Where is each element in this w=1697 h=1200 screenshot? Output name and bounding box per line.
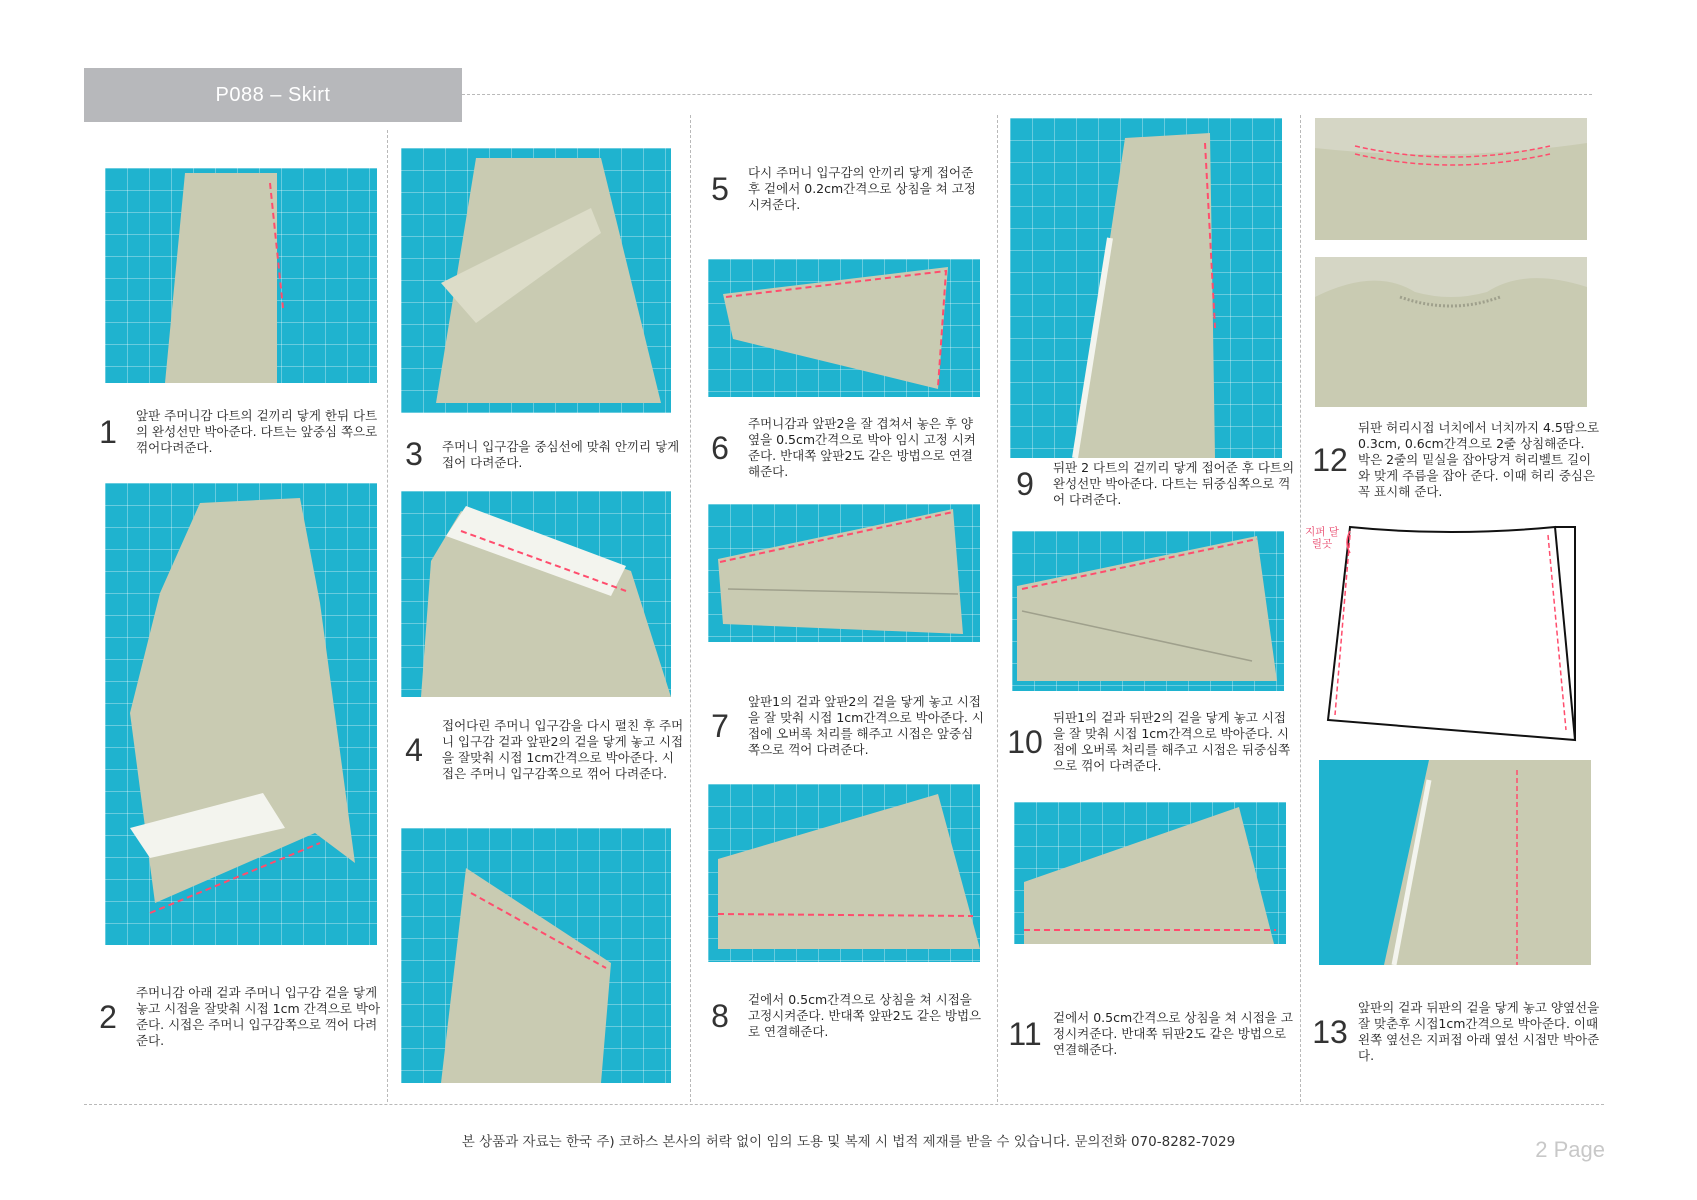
step-number: 4 xyxy=(405,731,423,768)
step-13-photo xyxy=(1319,760,1591,965)
step-11-photo xyxy=(1014,802,1286,944)
step-number: 8 xyxy=(711,997,729,1034)
step-number: 5 xyxy=(711,170,729,207)
step-text: 뒤판 허리시접 너치에서 너치까지 4.5땀으로 0.3cm, 0.6cm간격으로 2줄 상침해준다. 박은 2줄의 밑실을 잡아당겨 허리벨트 길이와 맞게 주름을 잡아 준다. 이때 허리 중심은 꼭 표시해 준다. xyxy=(1358,420,1600,499)
step-number: 6 xyxy=(711,429,729,466)
step-text: 앞판 주머니감 다트의 겉끼리 닿게 한뒤 다트의 완성선만 박아준다. 다트는 앞중심 쪽으로 꺾어다려준다. xyxy=(136,408,378,455)
zipper-label: 지퍼 달릴곳 xyxy=(1305,526,1339,550)
step-4-photo xyxy=(401,491,671,697)
step-7-photo xyxy=(708,504,980,642)
step-3-photo xyxy=(401,148,671,413)
step-number: 2 xyxy=(99,998,117,1035)
skirt-diagram xyxy=(1320,525,1595,755)
step-5-photo xyxy=(401,828,671,1083)
step-10 xyxy=(1005,710,1295,774)
step-text: 주머니 입구감을 중심선에 맞춰 안끼리 닿게 접어 다려준다. xyxy=(442,438,680,470)
step-10-photo xyxy=(1012,531,1284,691)
step-5 xyxy=(700,165,985,213)
step-number: 1 xyxy=(99,413,117,450)
step-number: 12 xyxy=(1312,441,1348,478)
column-divider xyxy=(1300,115,1301,1102)
step-number: 11 xyxy=(1008,1015,1042,1052)
step-12 xyxy=(1310,420,1600,500)
column-divider xyxy=(997,115,998,1102)
step-text: 주머니감과 앞판2을 잘 겹쳐서 놓은 후 양 옆을 0.5cm간격으로 박아 임시 고정 시켜준다. 반대쪽 앞판2도 같은 방법으로 연결해준다. xyxy=(748,416,976,479)
footer-divider xyxy=(84,1104,1604,1105)
step-8-photo xyxy=(708,784,980,962)
step-text: 앞판1의 겉과 앞판2의 겉을 닿게 놓고 시접을 잘 맞춰 시접 1cm간격으로 박아준다. 시접에 오버록 처리를 해주고 시접은 앞중심쪽으로 꺽어 다려준다. xyxy=(748,694,984,757)
step-2-photo xyxy=(105,483,377,945)
step-text: 뒤판 2 다트의 겉끼리 닿게 접어준 후 다트의 완성선만 박아준다. 다트는 뒤중심쪽으로 꺽어 다려준다. xyxy=(1053,460,1295,507)
step-2 xyxy=(88,985,388,1049)
step-12-photo-top xyxy=(1315,118,1587,240)
step-text: 겉에서 0.5cm간격으로 상침을 쳐 시접을 고정시켜준다. 반대쪽 앞판2도 같은 방법으로 연결해준다. xyxy=(748,992,982,1039)
step-6-photo xyxy=(708,259,980,397)
header-band xyxy=(84,68,462,122)
copyright-notice: 본 상품과 자료는 한국 주) 코하스 본사의 허락 없이 임의 도용 및 복제 시 법적 제재를 받을 수 있습니다. 문의전화 070-8282-7029 xyxy=(461,1134,1236,1150)
page-title: P088 – Skirt xyxy=(215,83,331,106)
step-4 xyxy=(394,718,684,782)
step-number: 7 xyxy=(711,707,729,744)
step-1 xyxy=(88,408,378,456)
step-number: 10 xyxy=(1007,723,1043,760)
step-8 xyxy=(700,992,985,1040)
step-9-photo xyxy=(1010,118,1282,458)
step-11 xyxy=(1005,1010,1295,1058)
step-7 xyxy=(700,694,985,758)
step-text: 겉에서 0.5cm간격으로 상침을 쳐 시접을 고정시켜준다. 반대쪽 뒤판2도 같은 방법으로 연결해준다. xyxy=(1053,1010,1293,1057)
step-text: 접어다린 주머니 입구감을 다시 펼친 후 주머니 입구감 겉과 앞판2의 겉을 닿게 놓고 시접을 잘맞춰 시접 1cm간격으로 박아준다. 시접은 주머니 입구감쪽으로 꺾어 다려준다. xyxy=(442,718,684,781)
step-text: 앞판의 겉과 뒤판의 겉을 닿게 놓고 양옆선을 잘 맞춘후 시접1cm간격으로 박아준다. 이때 왼쪽 옆선은 지퍼접 아래 옆선 시접만 박아준다. xyxy=(1358,1000,1600,1063)
step-number: 13 xyxy=(1312,1013,1348,1050)
step-text: 다시 주머니 입구감의 안끼리 닿게 접어준 후 겉에서 0.2cm간격으로 상침을 쳐 고정 시켜준다. xyxy=(748,165,976,212)
column-divider xyxy=(690,115,691,1102)
step-number: 9 xyxy=(1016,465,1034,502)
step-3 xyxy=(394,436,684,473)
step-number: 3 xyxy=(405,436,423,472)
header-divider xyxy=(462,94,1592,95)
step-text: 주머니감 아래 겉과 주머니 입구감 겉을 닿게 놓고 시접을 잘맞춰 시접 1cm 간격으로 박아준다. 시접은 주머니 입구감쪽으로 꺽어 다려준다. xyxy=(136,985,381,1048)
page-number: 2 Page xyxy=(1535,1137,1605,1162)
step-12-photo-bottom xyxy=(1315,257,1587,407)
step-text: 뒤판1의 겉과 뒤판2의 겉을 닿게 놓고 시접을 잘 맞춰 시접 1cm간격으로 박아준다. 시접에 오버록 처리를 해주고 시접은 뒤중심쪽으로 꺾어 다려준다. xyxy=(1053,710,1291,773)
step-6 xyxy=(700,416,985,480)
step-13 xyxy=(1310,1000,1605,1064)
step-9 xyxy=(1005,460,1295,508)
step-1-photo xyxy=(105,168,377,383)
column-divider xyxy=(387,130,388,1102)
